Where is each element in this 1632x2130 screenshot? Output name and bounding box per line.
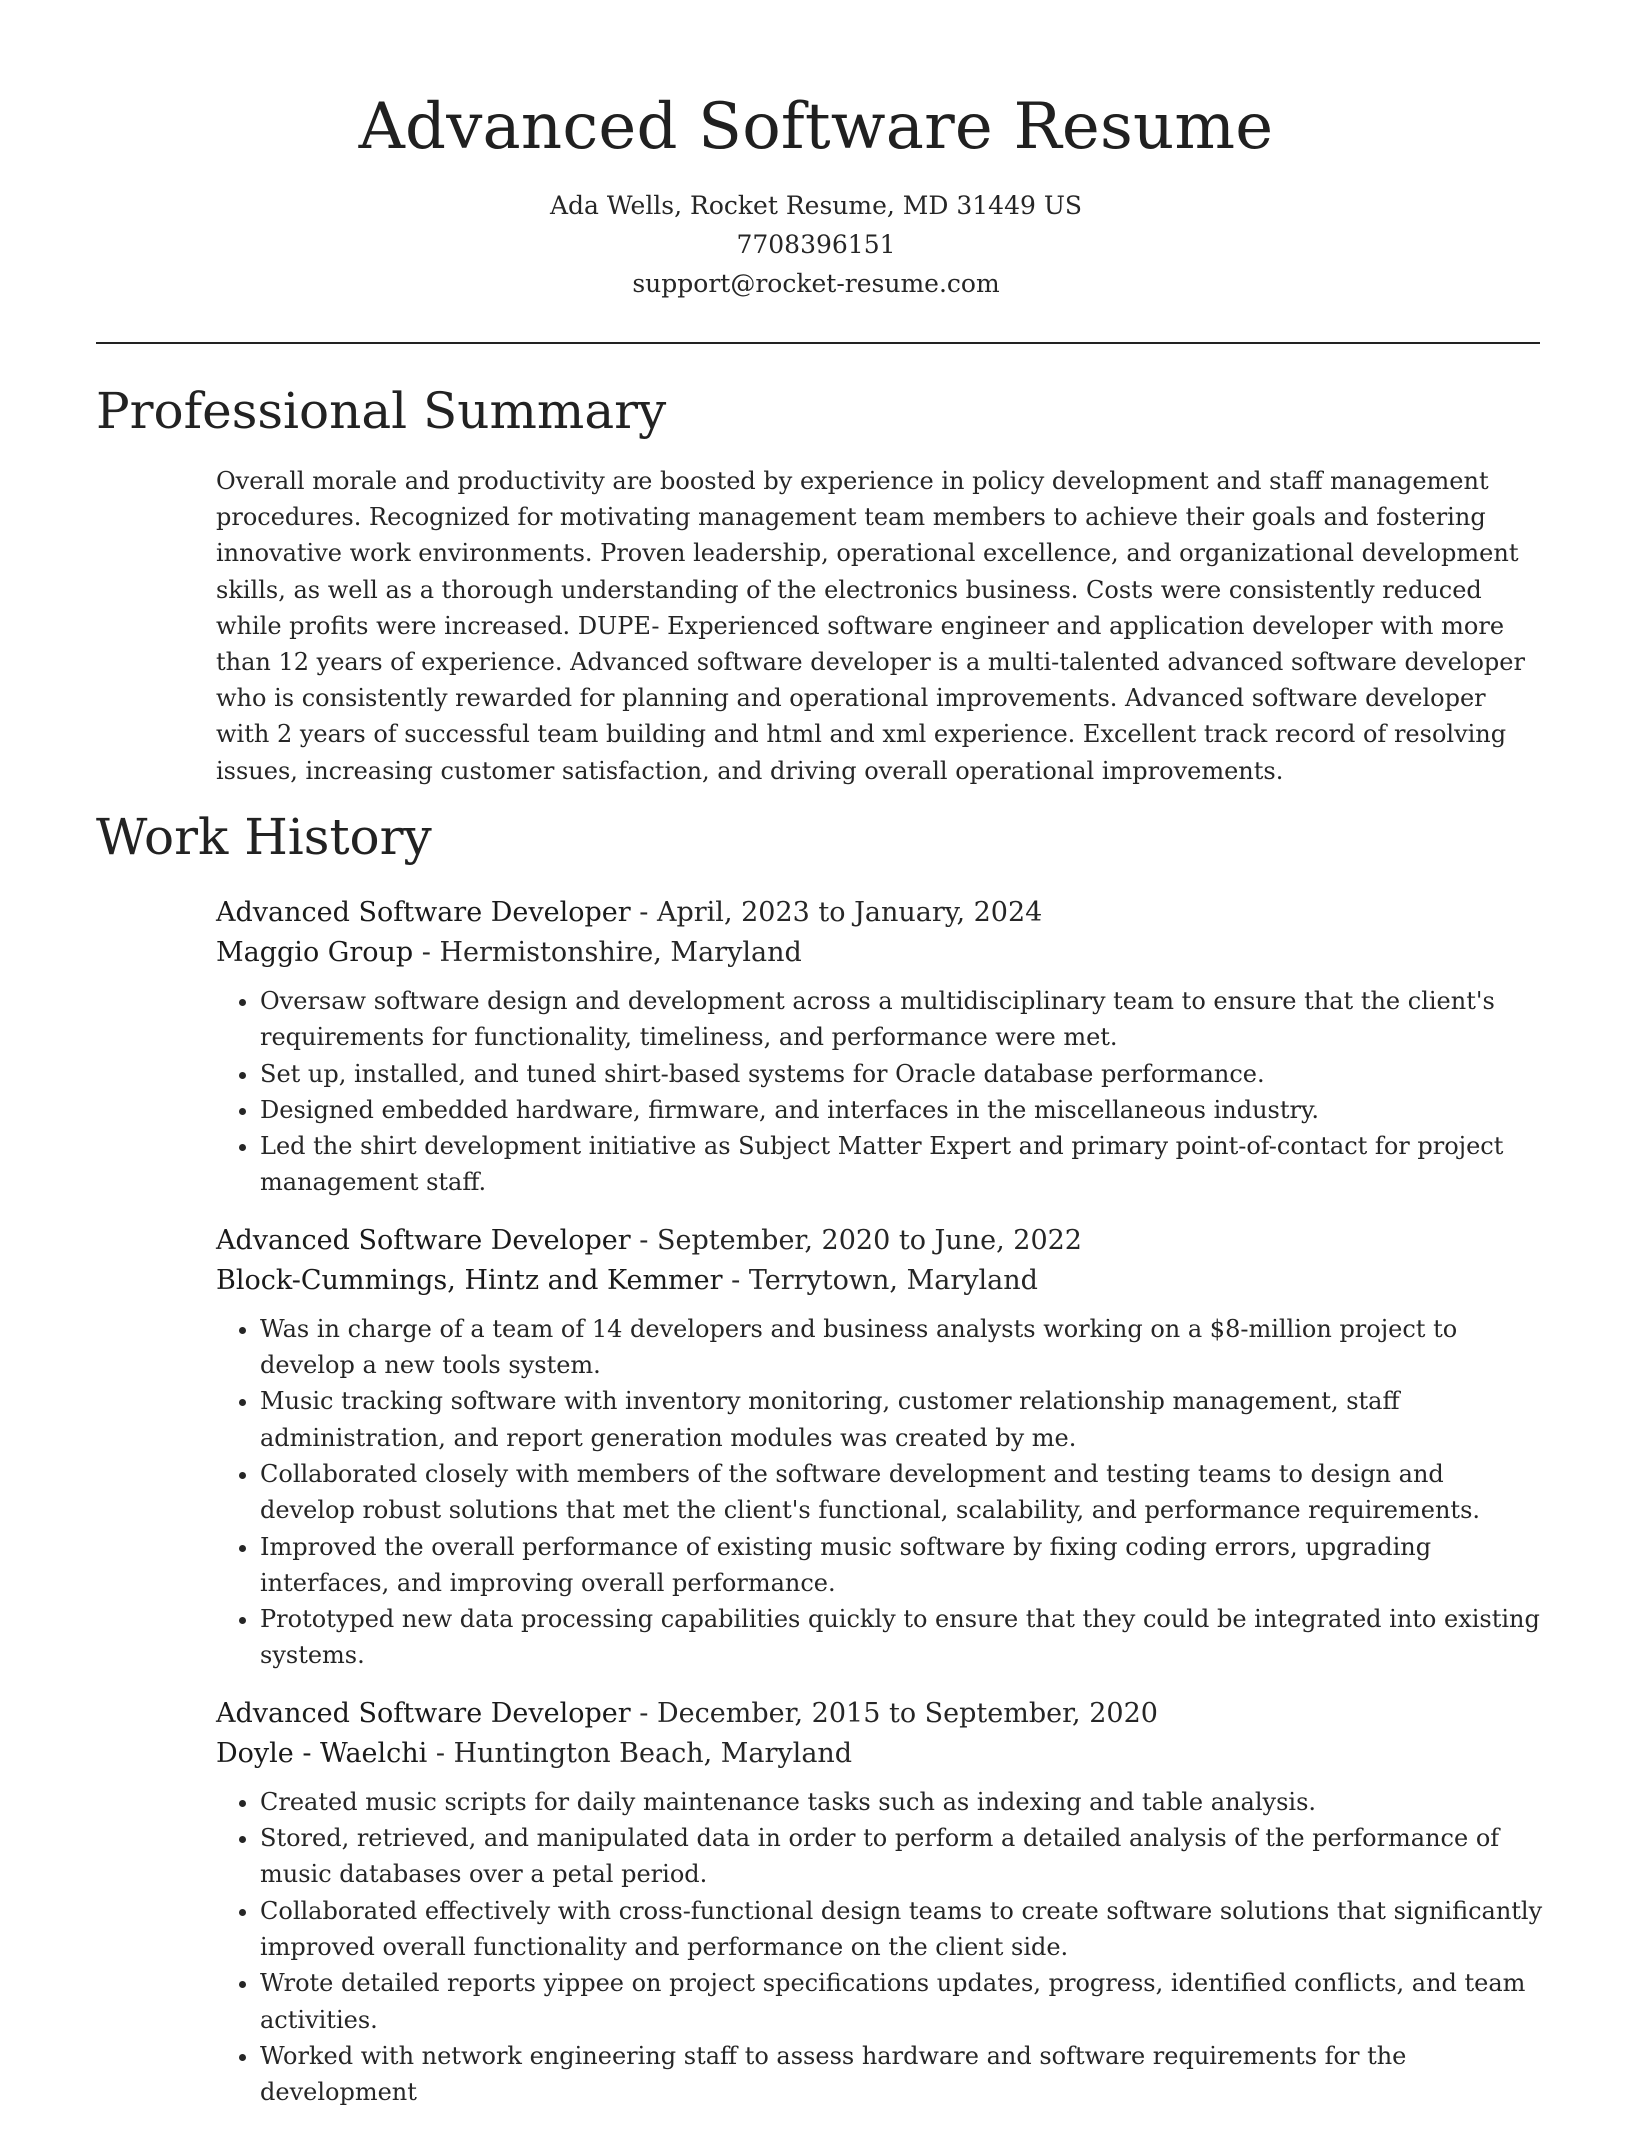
job-entry [216,893,1546,1201]
job-title: Advanced Software Developer [216,897,631,928]
job-location: Huntington Beach, Maryland [453,1737,853,1769]
job-bullet: • Was in charge of a team of 14 developers and business analysts working on a $8-million project to develop a new tools system. [260,1311,1546,1384]
job-bullets [216,983,1546,1201]
job-bullet: • Wrote detailed reports yippee on project specifications updates, progress, identified conflicts, and team activities. [260,1965,1546,2038]
job-company: Maggio Group [216,937,414,968]
job-company-line [216,1734,1546,1774]
job-title: Advanced Software Developer [216,1224,631,1256]
job-dates: September, 2020 to June, 2022 [656,1224,1082,1256]
contact-phone: 7708396151 [736,230,896,259]
job-bullet: • Created music scripts for daily maintenance tasks such as indexing and table analysis. [260,1784,1546,1820]
header-divider [96,342,1540,344]
job-separator: - [722,1264,749,1296]
job-location: Hermistonshire, Maryland [439,937,802,968]
job-bullet: • Worked with network engineering staff to assess hardware and software requirements for the development [260,2038,1546,2111]
job-separator: - [630,897,657,928]
summary-text: Overall morale and productivity are boosted by experience in policy development and staff management procedures. Recognized for motivating management team members to achieve their goals and fostering innovative work environments. Proven leadership, operational excellence, and organizational development skills, as well as a thorough understanding of the electronics business. Costs were consistently reduced while profits were increased. DUPE- Experienced software engineer and application developer with more than 12 years of experience. Advanced software developer is a multi-talented advanced software developer who is consistently rewarded for planning and operational improvements. Advanced software developer with 2 years of successful team building and html and xml experience. Excellent track record of resolving issues, increasing customer satisfaction, and driving overall operational improvements. [216,467,1525,785]
job-bullet: • Prototyped new data processing capabilities quickly to ensure that they could be integrated into existing systems. [260,1601,1546,1674]
summary-heading: Professional Summary [96,382,667,440]
job-bullet: • Led the shirt development initiative as Subject Matter Expert and primary point-of-contact for project management staff. [260,1128,1546,1201]
work-history-list [216,893,1546,2130]
job-title-line [216,1694,1546,1734]
resume-title: Advanced Software Resume [358,90,1274,164]
job-bullets [216,1311,1546,1674]
job-separator: - [630,1697,657,1729]
job-bullet: • Set up, installed, and tuned shirt-based systems for Oracle database performance. [260,1056,1546,1092]
job-dates: December, 2015 to September, 2020 [656,1697,1158,1729]
job-bullet: • Oversaw software design and development across a multidisciplinary team to ensure that the client's requirements for functionality, timeliness, and performance were met. [260,983,1546,1056]
job-bullet: • Designed embedded hardware, firmware, and interfaces in the miscellaneous industry. [260,1092,1546,1128]
job-company-line [216,933,1546,973]
job-title-line [216,893,1546,933]
job-dates: April, 2023 to January, 2024 [656,897,1043,928]
job-entry [216,1694,1546,2111]
job-separator: - [630,1224,657,1256]
job-entry [216,1221,1546,1674]
job-bullet: • Improved the overall performance of existing music software by fixing coding errors, upgrading interfaces, and improving overall performance. [260,1529,1546,1602]
job-company: Block-Cummings, Hintz and Kemmer [216,1264,723,1296]
resume-header [0,86,1632,303]
job-title-line [216,1221,1546,1261]
job-title: Advanced Software Developer [216,1697,631,1729]
job-location: Terrytown, Maryland [748,1264,1038,1296]
job-bullet: • Collaborated effectively with cross-functional design teams to create software solutions that significantly improved overall functionality and performance on the client side. [260,1893,1546,1966]
job-separator: - [427,1737,454,1769]
job-bullet: • Music tracking software with inventory monitoring, customer relationship management, staff administration, and report generation modules was created by me. [260,1383,1546,1456]
work-history-heading: Work History [96,808,432,866]
contact-email: support@rocket-resume.com [632,269,1000,298]
job-company: Doyle - Waelchi [216,1737,428,1769]
job-bullets [216,1784,1546,2111]
job-company-line [216,1261,1546,1301]
contact-address: Ada Wells, Rocket Resume, MD 31449 US [549,191,1083,220]
job-bullet: • Collaborated closely with members of the software development and testing teams to design and develop robust solutions that met the client's functional, scalability, and performance requirements. [260,1456,1546,1529]
job-separator: - [413,937,440,968]
job-bullet: • Stored, retrieved, and manipulated data in order to perform a detailed analysis of the performance of music databases over a petal period. [260,1820,1546,1893]
